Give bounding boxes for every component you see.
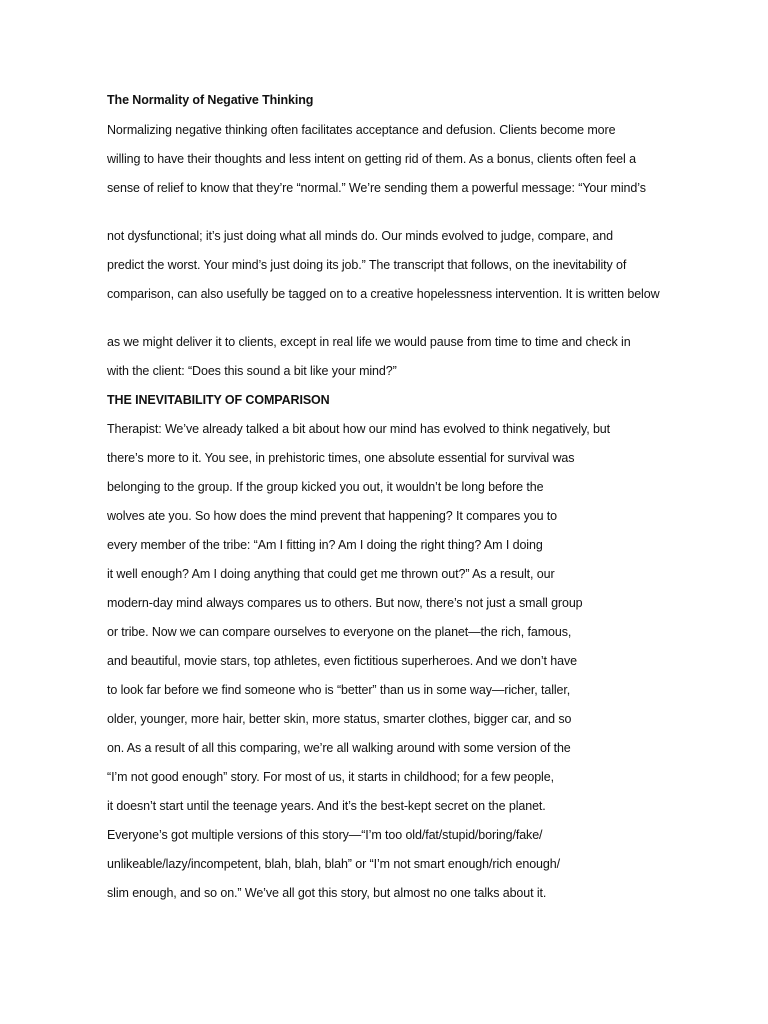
paragraph-line: predict the worst. Your mind’s just doing its job.” The transcript that follows, on the inevitability of [107,258,627,272]
paragraph-line: not dysfunctional; it’s just doing what all minds do. Our minds evolved to judge, compare, and [107,229,613,243]
paragraph-line: as we might deliver it to clients, except in real life we would pause from time to time and check in [107,335,631,349]
paragraph-line: comparison, can also usefully be tagged on to a creative hopelessness intervention. It is written below [107,287,660,301]
heading-normality: The Normality of Negative Thinking [107,93,314,107]
paragraph-line: and beautiful, movie stars, top athletes, even fictitious superheroes. And we don’t have [107,654,577,668]
paragraph-line: sense of relief to know that they’re “normal.” We’re sending them a powerful message: “Your mind’s [107,181,646,195]
paragraph-line: it doesn’t start until the teenage years. And it’s the best-kept secret on the planet. [107,799,546,813]
paragraph-line: belonging to the group. If the group kicked you out, it wouldn’t be long before the [107,480,544,494]
paragraph-line: on. As a result of all this comparing, we’re all walking around with some version of the [107,741,571,755]
paragraph-line: there’s more to it. You see, in prehistoric times, one absolute essential for survival was [107,451,575,465]
paragraph-line: Normalizing negative thinking often facilitates acceptance and defusion. Clients become more [107,123,616,137]
paragraph-line: Therapist: We’ve already talked a bit about how our mind has evolved to think negatively, but [107,422,611,436]
paragraph-line: to look far before we find someone who is “better” than us in some way—richer, taller, [107,683,571,697]
paragraph-line: “I’m not good enough” story. For most of us, it starts in childhood; for a few people, [107,770,554,784]
paragraph-line: slim enough, and so on.” We’ve all got this story, but almost no one talks about it. [107,886,547,900]
paragraph-line: older, younger, more hair, better skin, more status, smarter clothes, bigger car, and so [107,712,572,726]
paragraph-line: modern-day mind always compares us to others. But now, there’s not just a small group [107,596,583,610]
paragraph-line: it well enough? Am I doing anything that could get me thrown out?” As a result, our [107,567,555,581]
paragraph-line: willing to have their thoughts and less intent on getting rid of them. As a bonus, clients often feel a [107,152,636,166]
paragraph-line: unlikeable/lazy/incompetent, blah, blah, blah” or “I’m not smart enough/rich enough/ [107,857,560,871]
paragraph-line: Everyone’s got multiple versions of this story—“I’m too old/fat/stupid/boring/fake/ [107,828,543,842]
paragraph-line: every member of the tribe: “Am I fitting in? Am I doing the right thing? Am I doing [107,538,543,552]
heading-inevitability: THE INEVITABILITY OF COMPARISON [107,393,330,407]
paragraph-line: wolves ate you. So how does the mind prevent that happening? It compares you to [107,509,558,523]
paragraph-line: with the client: “Does this sound a bit like your mind?” [107,364,397,378]
paragraph-line: or tribe. Now we can compare ourselves to everyone on the planet—the rich, famous, [107,625,572,639]
